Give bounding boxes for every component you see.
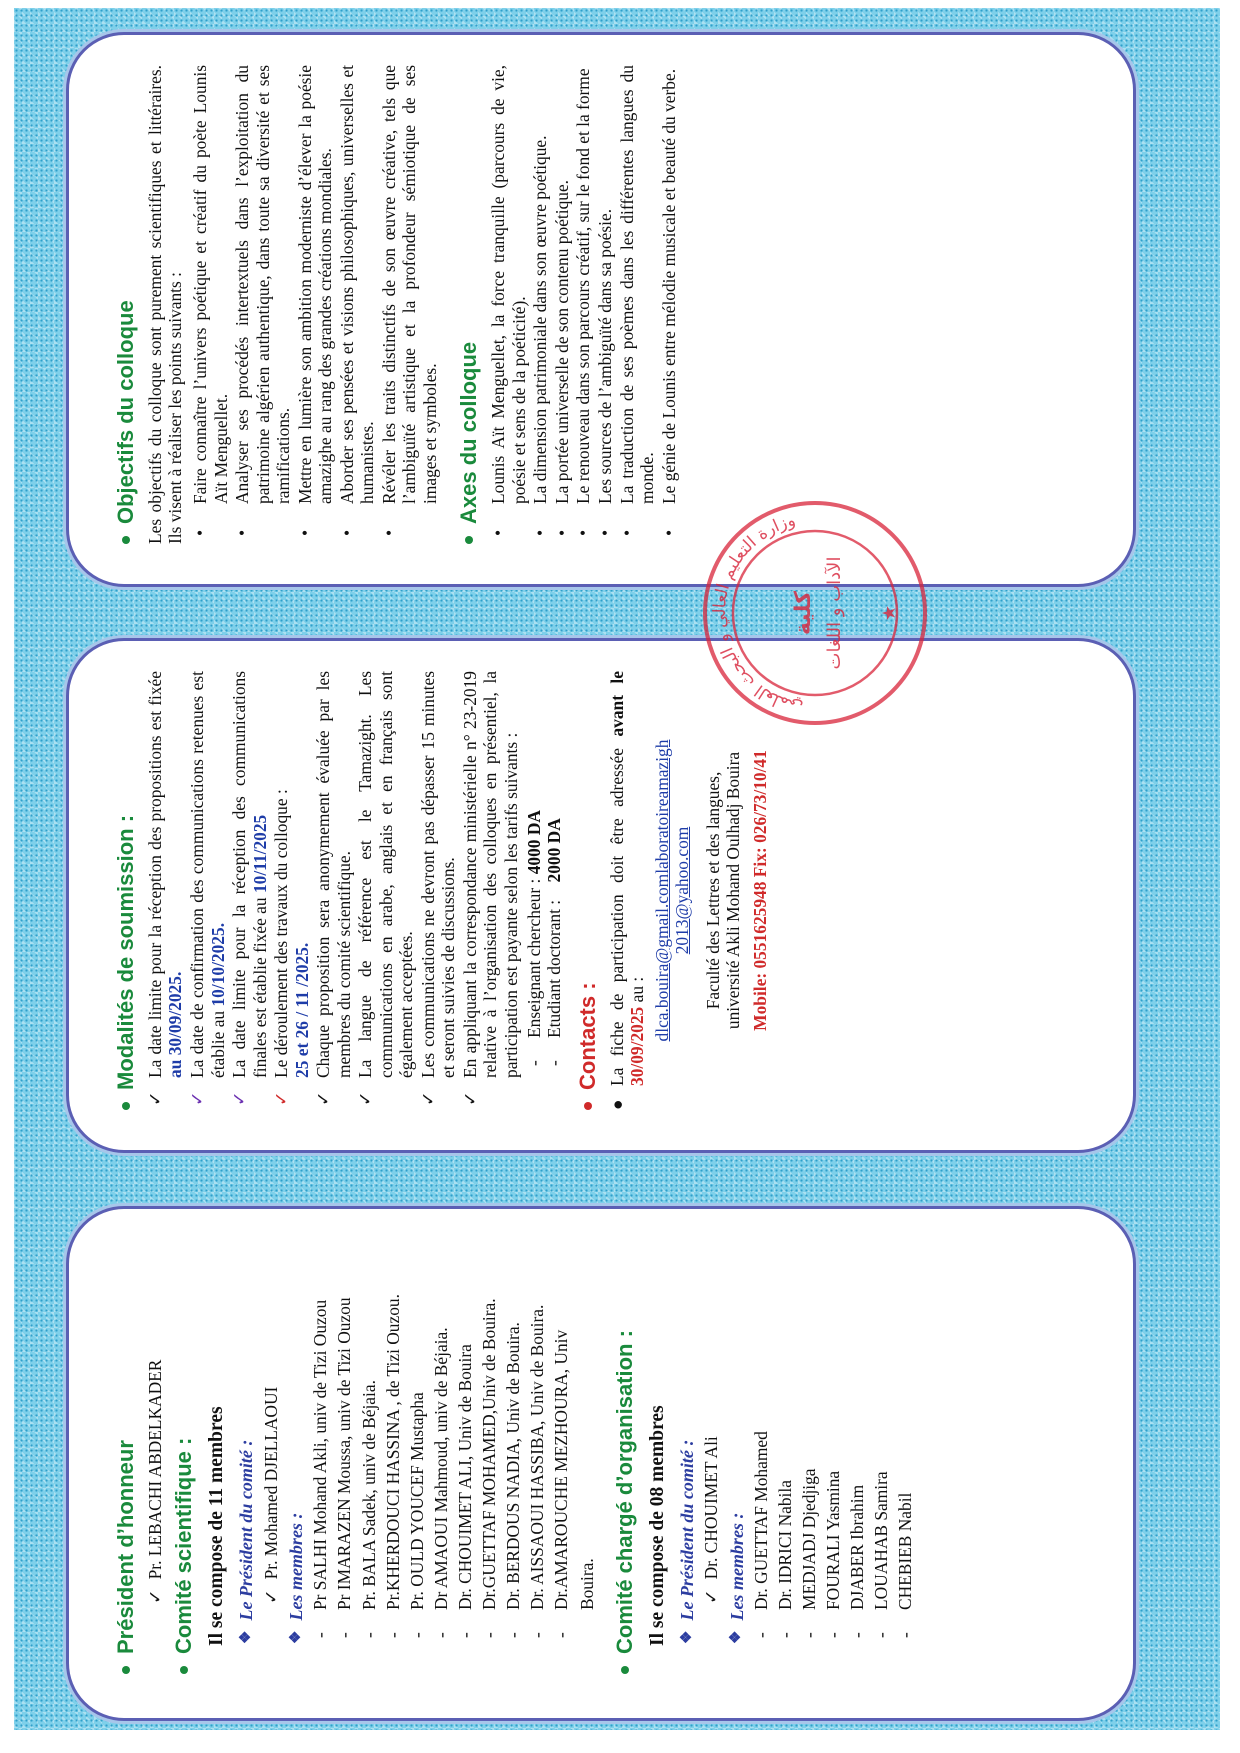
- diamond-icon: ❖: [728, 1630, 745, 1644]
- bullet-icon: •: [294, 529, 315, 536]
- item-text: La langue de référence est le Tamazight. Les communications en arabe, anglais et en français sont également acceptées.: [355, 671, 417, 1078]
- bullet-icon: •: [595, 529, 615, 536]
- stamp-text-top: وزارة التعليم العالي و البحث العلمي: [709, 510, 805, 718]
- item-text: La date limite pour la réception des communications finales est établie fixée au: [229, 671, 270, 1078]
- item-text: La date limite pour la réception des propositions est fixée: [144, 671, 165, 1078]
- item-text: La traduction de ses poèmes dans les différentes langues du monde.: [616, 65, 658, 504]
- panel-committees: [66, 1206, 1136, 1721]
- check-icon: ✓: [271, 1091, 292, 1106]
- objectives-intro: Les objectifs du colloque sont purement scientifiques et littéraires. Ils visent à réaliser les points suivants :: [144, 65, 186, 544]
- email-link[interactable]: dlca.bouira@gmail.comlaboratoireamazigh: [651, 739, 672, 1042]
- list-item: - CHEBIEB Nabil: [894, 1492, 915, 1638]
- check-icon: ✓: [459, 1091, 480, 1106]
- list-item: [190, 65, 231, 544]
- list-item: - Dr AMAOUI Mahmoud, univ de Béjaia.: [430, 1327, 451, 1638]
- scientific-count: Il se compose de 11 membres: [206, 1406, 228, 1646]
- item-text: Aborder ses pensées et visions philosophiques, universelles et humanistes.: [336, 65, 378, 504]
- check-icon: ✓: [313, 1091, 334, 1106]
- member-name: Pr.KHERDOUCI HASSINA , de Tizi Ouzou.: [382, 1294, 403, 1610]
- final-date: 10/11/2025: [249, 814, 270, 894]
- member-name: Dr.AMAROUCHE MEZHOURA, Univ: [550, 1329, 571, 1610]
- bullet-icon: [621, 1666, 629, 1674]
- contact-instructions: [607, 671, 648, 1110]
- list-item: [145, 671, 186, 1106]
- organisation-count: Il se compose de 08 membres: [646, 1405, 668, 1646]
- list-item: [271, 671, 312, 1106]
- member-name: Dr. BERDOUS NADIA, Univ de Bouira.: [502, 1322, 523, 1610]
- submission-title: Modalités de soumission :: [113, 814, 138, 1090]
- item-text: Faire connaître l’univers poétique et créatif du poète Lounis Aït Menguellet.: [190, 65, 231, 504]
- check-icon: ✓: [260, 1589, 281, 1604]
- check-icon: ✓: [144, 1091, 165, 1106]
- list-item: [595, 65, 616, 544]
- fees-list: [524, 671, 565, 1066]
- list-item: [488, 65, 529, 544]
- item-text: La portée universelle de son contenu poétique.: [551, 179, 572, 504]
- list-item: - Dr. AISSAOUI HASSIBA, Univ de Bouira.: [526, 1304, 547, 1638]
- bullet-icon: •: [530, 529, 551, 536]
- list-item: - Dr.GUETTAF MOHAMED,Univ de Bouira.: [478, 1298, 499, 1638]
- member-name: Pr IMARAZEN Moussa, univ de Tizi Ouzou: [334, 1297, 355, 1610]
- list-item: - Dr. IDRICI Nabila: [774, 1480, 795, 1638]
- member-name: LOUAHAB Samira: [870, 1471, 891, 1610]
- list-item: - Dr. BERDOUS NADIA, Univ de Bouira.: [502, 1322, 523, 1638]
- contact-text-bold: avant le: [606, 671, 627, 737]
- bullet-icon: [122, 536, 130, 544]
- member-name: Dr. IDRICI Nabila: [774, 1480, 795, 1610]
- bullet-icon: [122, 1666, 130, 1674]
- item-text: La date de confirmation des communications retenues est établie au: [187, 671, 228, 1078]
- email-link-continued[interactable]: 2013@yahoo.com: [672, 826, 693, 955]
- member-name: MEDJADJ Djedjiga: [798, 1468, 819, 1610]
- member-name: Pr SALHI Mohand Akli, univ de Tizi Ouzou: [310, 1299, 331, 1610]
- contact-text: au :: [627, 976, 648, 1003]
- organisation-title: Comité chargé d’organisation :: [611, 1330, 637, 1654]
- item-text: Les sources de l’ambiguïté dans sa poésie.: [595, 208, 615, 504]
- list-item: - Dr. GUETTAF Mohamed: [750, 1431, 771, 1638]
- label-text: Le Président du comité :: [676, 1439, 697, 1621]
- confirmation-date: 10/10/2025.: [207, 922, 228, 1007]
- axes-heading: [456, 65, 482, 544]
- label-text: Le Président du comité :: [236, 1439, 257, 1621]
- item-text: Le déroulement des travaux du colloque :: [271, 789, 292, 1078]
- honneur-entry: [145, 1239, 166, 1604]
- fee-label: Etudiant doctorant :: [544, 899, 565, 1038]
- list-item: - Pr IMARAZEN Moussa, univ de Tizi Ouzou: [334, 1297, 355, 1638]
- diamond-icon: ❖: [287, 1630, 304, 1644]
- check-icon: ✓: [144, 1589, 165, 1604]
- scientific-president: [261, 1239, 282, 1604]
- member-name: FOURALI Yasmina: [822, 1470, 843, 1610]
- item-text: Le génie de Lounis entre mélodie musicale et beauté du verbe.: [658, 68, 679, 504]
- contacts-heading: [575, 671, 601, 1110]
- item-text: En appliquant la correspondance ministérielle n° 23-2019 relative à l’organisation des colloques en présentiel, la participation est payante selon les tarifs suivants :: [459, 671, 521, 1078]
- university-name: université Akli Mohand Oulhadj Bouira: [723, 751, 744, 1030]
- fee-row: - Etudiant doctorant : 2000 DA: [544, 818, 565, 1066]
- list-item: [552, 65, 573, 544]
- diamond-icon: ❖: [678, 1630, 695, 1644]
- bullet-icon: •: [378, 529, 399, 536]
- diamond-icon: ❖: [238, 1630, 255, 1644]
- list-item: [573, 65, 594, 544]
- bullet-icon: •: [658, 529, 679, 536]
- list-item: [355, 671, 417, 1106]
- bullet-icon: [465, 536, 473, 544]
- objectives-heading: [113, 65, 139, 544]
- stamp-star: ★: [879, 604, 900, 622]
- panel-submission: [66, 638, 1136, 1153]
- scientific-heading: [171, 1239, 197, 1674]
- president-name: Pr. Mohamed DJELLAOUI: [260, 1386, 281, 1580]
- list-item: - MEDJADJ Djedjiga: [798, 1468, 819, 1638]
- label-text: Les membres :: [726, 1512, 747, 1621]
- organisation-members-list: [751, 1239, 916, 1638]
- contact-deadline: 30/09/2025: [627, 1006, 648, 1086]
- list-item: - Pr. OULD YOUCEF Mustapha: [406, 1392, 427, 1638]
- item-text: Lounis Aït Menguellet, la force tranquille (parcours de vie, poésie et sens de la poéticité).: [488, 65, 529, 504]
- bullet-icon: [122, 1102, 130, 1110]
- list-item: [313, 671, 354, 1106]
- list-item: - FOURALI Yasmina: [822, 1470, 843, 1638]
- organisation-members-label: [727, 1239, 748, 1644]
- contacts-title: Contacts :: [574, 982, 600, 1090]
- member-name: Pr. BALA Sadek, univ de Béjaia.: [358, 1380, 379, 1610]
- check-icon: ✓: [187, 1091, 208, 1106]
- bullet-icon: •: [488, 529, 509, 536]
- scientific-president-label: [236, 1239, 257, 1644]
- submission-heading: [113, 671, 139, 1110]
- objectives-title: Objectifs du colloque: [113, 300, 138, 524]
- objectives-list: [190, 65, 440, 544]
- item-text: Mettre en lumière son ambition moderniste d’élever la poésie amazighe au rang des grandes créations mondiales.: [294, 65, 336, 504]
- faculty-name: Faculté des Lettres et des langues,: [702, 771, 723, 1010]
- list-item: - Pr.KHERDOUCI HASSINA , de Tizi Ouzou.: [382, 1294, 403, 1638]
- fee-value: 4000 DA: [523, 810, 544, 875]
- scientific-title: Comité scientifique :: [171, 1437, 197, 1654]
- member-name: Dr. GUETTAF Mohamed: [750, 1431, 771, 1610]
- fee-row: - Enseignant chercheur : 4000 DA: [523, 810, 544, 1066]
- list-item: - Dr.AMAROUCHE MEZHOURA, Univ: [550, 1329, 571, 1638]
- event-dates: 25 et 26 / 11 /2025.: [291, 942, 312, 1078]
- organisation-heading: [612, 1239, 638, 1674]
- list-item: [295, 65, 336, 544]
- phone-numbers: Mobile: 0551625948 Fix: 026/73/10/41: [749, 750, 770, 1031]
- bullet-icon: [180, 1666, 188, 1674]
- bullet-icon: •: [573, 529, 594, 536]
- member-name: DJABER Ibrahim: [846, 1484, 867, 1610]
- bullet-icon: •: [616, 529, 637, 536]
- submission-list: [145, 671, 522, 1106]
- honneur-title: Président d’honneur: [113, 1440, 138, 1654]
- member-name: Dr. CHOUIMET ALI, Univ de Bouira: [454, 1344, 475, 1610]
- list-item: [418, 671, 459, 1106]
- contact-email[interactable]: [652, 671, 693, 1110]
- deadline-date: au 30/09/2025.: [165, 971, 186, 1078]
- list-item: [530, 65, 551, 544]
- honneur-heading: [113, 1239, 139, 1674]
- check-icon: ✓: [701, 1589, 721, 1604]
- item-text: Analyser ses procédés intertextuels dans l’exploitation du patrimoine algérien authentique, dans toute sa diversité et ses ramifications.: [232, 65, 294, 504]
- contact-text: La fiche de participation doit être adressée: [606, 747, 627, 1086]
- panel-objectives: [66, 32, 1136, 587]
- item-text: Le renouveau dans son parcours créatif, sur le fond et la forme: [573, 68, 594, 504]
- member-name: Pr. OULD YOUCEF Mustapha: [406, 1392, 427, 1610]
- item-text: Révéler les traits distinctifs de son œuvre créative, tels que l’ambiguïté artistique et la profondeur sémiotique de ses images et symboles.: [378, 65, 440, 504]
- bullet-icon: [584, 1102, 592, 1110]
- member-continuation: Bouira.: [577, 1558, 598, 1610]
- stamp-text-mid: كلية: [791, 590, 816, 636]
- scientific-members-list: [310, 1239, 571, 1638]
- bullet-icon: •: [336, 529, 357, 536]
- label-text: Les membres :: [286, 1512, 307, 1621]
- organisation-president-label: [677, 1239, 698, 1644]
- fee-value: 2000 DA: [544, 818, 565, 883]
- bullet-icon: •: [232, 529, 253, 536]
- bullet-icon: •: [551, 529, 572, 536]
- axes-title: Axes du colloque: [456, 341, 482, 524]
- member-name: CHEBIEB Nabil: [894, 1492, 915, 1610]
- list-item: - DJABER Ibrahim: [846, 1484, 867, 1638]
- item-text: Chaque proposition sera anonymement évaluée par les membres du comité scientifique.: [313, 671, 354, 1078]
- member-name: Dr AMAOUI Mahmoud, univ de Béjaia.: [430, 1327, 451, 1610]
- bullet-icon: ●: [606, 1099, 627, 1110]
- check-icon: ✓: [229, 1091, 250, 1106]
- list-item: - LOUAHAB Samira: [870, 1471, 891, 1638]
- check-icon: ✓: [417, 1091, 438, 1106]
- list-item: [460, 671, 522, 1106]
- scientific-members-label: [286, 1239, 307, 1644]
- list-item: [229, 671, 270, 1106]
- check-icon: ✓: [355, 1091, 376, 1106]
- list-item: [232, 65, 294, 544]
- organisation-president: [701, 1239, 722, 1604]
- stamp-text-sub: الآداب و اللغات: [824, 556, 845, 670]
- list-item: - Dr. CHOUIMET ALI, Univ de Bouira: [454, 1344, 475, 1638]
- list-item: [337, 65, 378, 544]
- item-text: La dimension patrimoniale dans son œuvre poétique.: [530, 135, 551, 504]
- list-item: [617, 65, 658, 544]
- list-item: - Pr. BALA Sadek, univ de Béjaia.: [358, 1380, 379, 1638]
- list-item: [379, 65, 441, 544]
- list-item: - Pr SALHI Mohand Akli, univ de Tizi Ouzou: [310, 1299, 331, 1638]
- list-item: [659, 65, 680, 544]
- member-name: Dr.GUETTAF MOHAMED,Univ de Bouira.: [478, 1298, 499, 1610]
- member-name: Dr. AISSAOUI HASSIBA, Univ de Bouira.: [526, 1304, 547, 1610]
- list-item: [187, 671, 228, 1106]
- president-name: Dr. CHOUIMET Ali: [701, 1436, 721, 1580]
- fee-label: Enseignant chercheur :: [523, 878, 544, 1038]
- honneur-name: Pr. LEBACHI ABDELKADER: [144, 1359, 165, 1580]
- bullet-icon: •: [190, 529, 211, 536]
- axes-list: [488, 65, 679, 544]
- item-text: Les communications ne devront pas dépasser 15 minutes et seront suivies de discussions.: [417, 671, 459, 1078]
